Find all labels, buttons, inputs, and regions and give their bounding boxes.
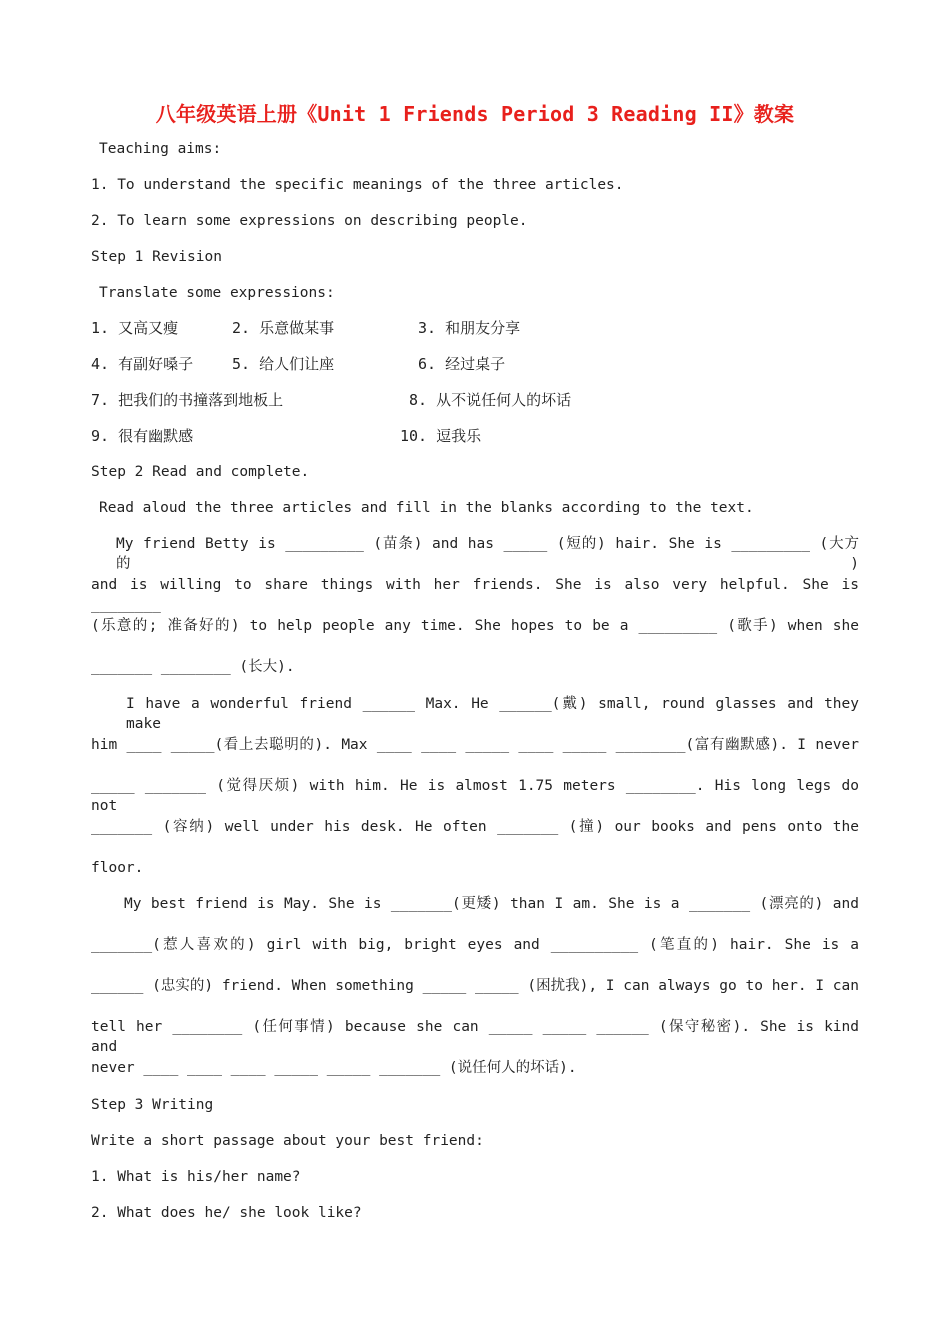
step3-instruction: Write a short passage about your best friend: (91, 1133, 484, 1149)
paragraph-1-line: (乐意的; 准备好的) to help people any time. She hopes to be a _________ (歌手) when she (91, 618, 859, 634)
paragraph-2-line: him ____ _____(看上去聪明的). Max ____ ____ _____ ____ _____ ________(富有幽默感). I never (91, 737, 859, 753)
paragraph-3-line: ______ (忠实的) friend. When something _____ _____ (困扰我), I can always go to her. I can (91, 978, 859, 994)
paragraph-2-line: I have a wonderful friend ______ Max. He ______(戴) small, round glasses and they make (126, 696, 859, 732)
paragraph-1-line: and is willing to share things with her friends. She is also very helpful. She is ________ (91, 577, 859, 613)
revision-item-6: 6. 经过桌子 (418, 355, 506, 373)
revision-item-9: 9. 很有幽默感 (91, 427, 194, 445)
paragraph-2-line: _____ _______ (觉得厌烦) with him. He is almost 1.75 meters ________. His long legs do not (91, 778, 859, 814)
step2-instruction: Read aloud the three articles and fill in the blanks according to the text. (99, 500, 754, 516)
paragraph-3-line: never ____ ____ ____ _____ _____ _______ (说任何人的坏话). (91, 1060, 577, 1076)
step1-heading: Step 1 Revision (91, 249, 222, 265)
step1-instruction: Translate some expressions: (99, 285, 335, 301)
writing-question-2: 2. What does he/ she look like? (91, 1205, 362, 1221)
revision-item-7: 7. 把我们的书撞落到地板上 (91, 391, 284, 409)
paragraph-2-line: floor. (91, 860, 144, 876)
revision-item-5: 5. 给人们让座 (232, 355, 335, 373)
document-title: 八年级英语上册《Unit 1 Friends Period 3 Reading II》教案 (155, 102, 795, 126)
writing-question-1: 1. What is his/her name? (91, 1169, 301, 1185)
paragraph-3-line: _______(惹人喜欢的) girl with big, bright eyes and __________ (笔直的) hair. She is a (91, 937, 859, 953)
step2-heading: Step 2 Read and complete. (91, 464, 310, 480)
revision-item-4: 4. 有副好嗓子 (91, 355, 194, 373)
paragraph-3-line: My best friend is May. She is _______(更矮) than I am. She is a _______ (漂亮的) and (124, 896, 860, 912)
revision-item-10: 10. 逗我乐 (400, 427, 482, 445)
aim-item-2: 2. To learn some expressions on describing people. (91, 213, 528, 229)
aim-item-1: 1. To understand the specific meanings of the three articles. (91, 177, 624, 193)
revision-item-2: 2. 乐意做某事 (232, 319, 335, 337)
revision-item-8: 8. 从不说任何人的坏话 (409, 391, 572, 409)
paragraph-2-line: _______ (容纳) well under his desk. He often _______ (撞) our books and pens onto the (91, 819, 859, 835)
teaching-aims-heading: Teaching aims: (99, 141, 222, 157)
revision-item-3: 3. 和朋友分享 (418, 319, 521, 337)
revision-item-1: 1. 又高又瘦 (91, 319, 179, 337)
paragraph-3-line: tell her ________ (任何事情) because she can _____ _____ ______ (保守秘密). She is kind and (91, 1019, 859, 1055)
step3-heading: Step 3 Writing (91, 1097, 214, 1113)
paragraph-1-line: My friend Betty is _________ (苗条) and has _____ (短的) hair. She is _________ (大方的) (116, 536, 859, 572)
paragraph-1-line: _______ ________ (长大). (91, 659, 295, 675)
